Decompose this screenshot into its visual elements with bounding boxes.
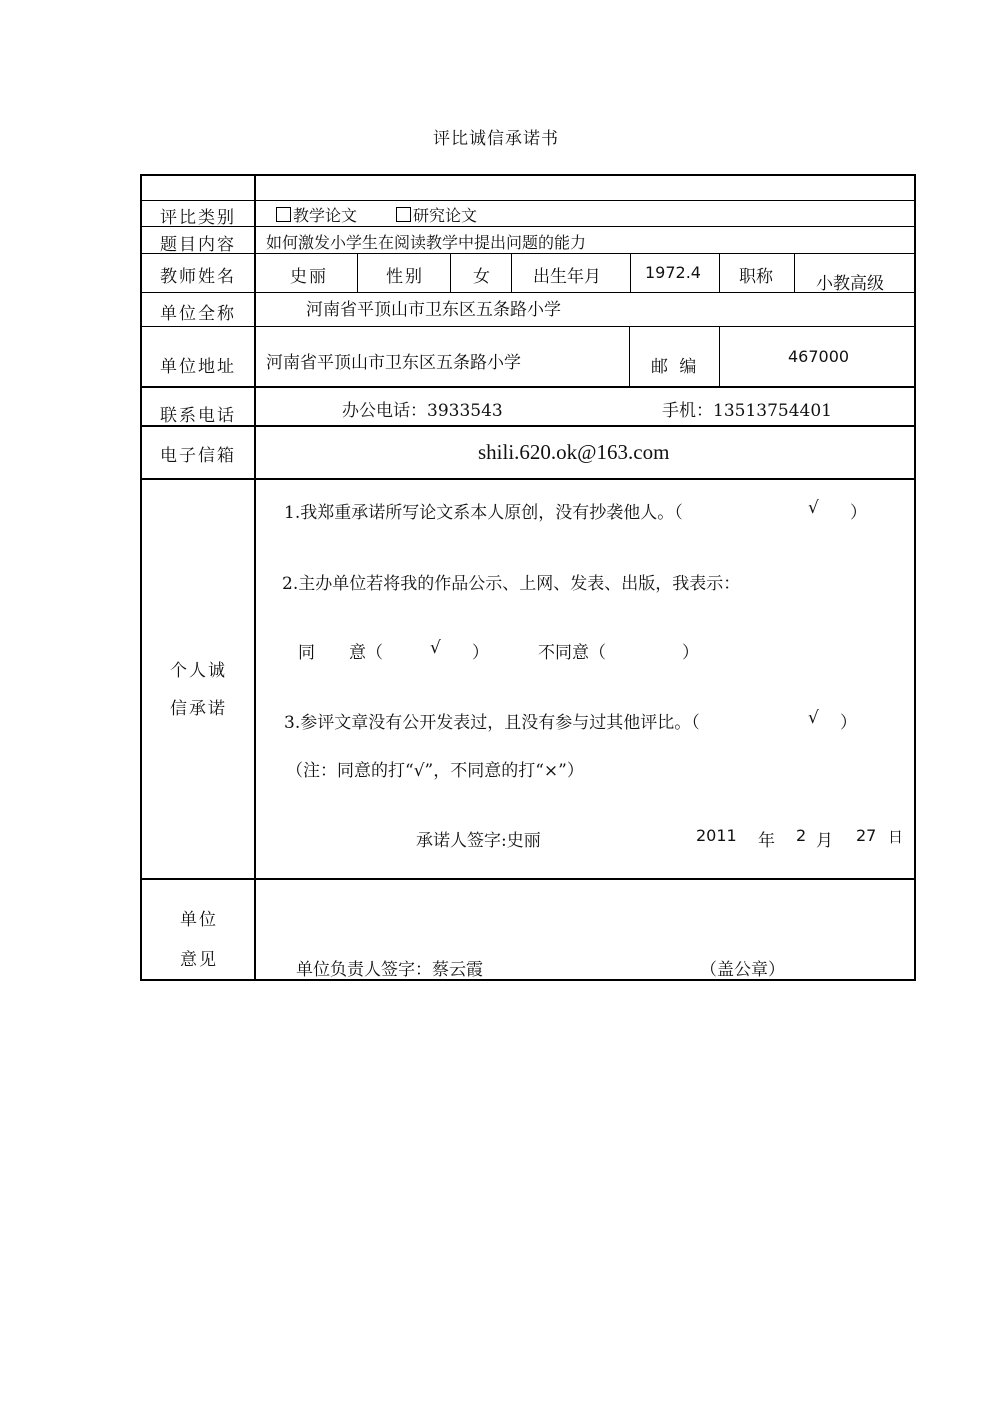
pledge-signer: 承诺人签字:史丽 bbox=[416, 831, 541, 851]
rank-value: 小教高级 bbox=[816, 274, 884, 294]
sign-year-unit: 年 bbox=[758, 831, 775, 851]
cell-divider bbox=[629, 326, 630, 387]
pledge-note: （注：同意的打“√”，不同意的打“×”） bbox=[286, 761, 584, 781]
teacher-name: 史丽 bbox=[290, 267, 328, 287]
table-border-right bbox=[914, 174, 916, 981]
opinion-label-line1: 单位 bbox=[180, 910, 218, 930]
birth-label: 出生年月 bbox=[533, 267, 601, 287]
mobile-phone: 手机：13513754401 bbox=[662, 401, 832, 421]
row-line bbox=[140, 386, 916, 388]
row-line bbox=[140, 878, 916, 880]
pledge-item-1-mark: √ bbox=[808, 498, 819, 518]
unit-value: 河南省平顶山市卫东区五条路小学 bbox=[306, 300, 561, 320]
agree-end: ） bbox=[472, 643, 489, 663]
birth-value: 1972.4 bbox=[645, 263, 701, 282]
sign-day: 27 bbox=[856, 826, 877, 845]
cell-divider bbox=[719, 326, 720, 387]
table-border-bottom bbox=[140, 979, 916, 981]
category-label: 评比类别 bbox=[160, 208, 236, 228]
sign-day-unit: 日 bbox=[888, 828, 904, 846]
cell-divider bbox=[357, 253, 358, 292]
zip-label: 邮 编 bbox=[651, 357, 700, 377]
category-option-label: 教学论文 bbox=[293, 206, 358, 225]
cell-divider bbox=[794, 253, 795, 292]
pledge-item-1-end: ） bbox=[850, 503, 867, 523]
category-option-label: 研究论文 bbox=[413, 206, 478, 225]
zip-value: 467000 bbox=[788, 347, 850, 366]
sign-month: 2 bbox=[796, 826, 807, 845]
row-line bbox=[140, 326, 916, 327]
email-value: shili.620.ok@163.com bbox=[478, 440, 670, 464]
pledge-item-3-mark: √ bbox=[808, 708, 819, 728]
topic-value: 如何激发小学生在阅读教学中提出问题的能力 bbox=[266, 233, 587, 252]
cell-divider bbox=[719, 253, 720, 292]
topic-label: 题目内容 bbox=[160, 235, 236, 255]
address-value: 河南省平顶山市卫东区五条路小学 bbox=[266, 353, 521, 373]
category-option-research[interactable] bbox=[396, 203, 477, 226]
gender-label: 性别 bbox=[386, 267, 424, 287]
cell-divider bbox=[511, 253, 512, 292]
sign-year: 2011 bbox=[696, 826, 737, 845]
sign-month-unit: 月 bbox=[816, 831, 833, 851]
pledge-label-line1: 个人诚 bbox=[170, 661, 227, 681]
checkbox-icon[interactable] bbox=[396, 207, 411, 222]
teacher-name-label: 教师姓名 bbox=[160, 267, 236, 287]
unit-label: 单位全称 bbox=[160, 304, 236, 324]
pledge-label-line2: 信承诺 bbox=[170, 699, 227, 719]
table-border-left bbox=[140, 174, 142, 981]
address-label: 单位地址 bbox=[160, 357, 236, 377]
row-line bbox=[140, 292, 916, 293]
pledge-item-3-end: ） bbox=[840, 713, 857, 733]
agree-label: 同 意（ bbox=[298, 643, 383, 663]
opinion-label-line2: 意见 bbox=[180, 950, 218, 970]
cell-divider bbox=[630, 253, 631, 292]
gender-value: 女 bbox=[473, 267, 490, 287]
office-phone: 办公电话：3933543 bbox=[342, 401, 503, 421]
opinion-signer: 单位负责人签字：蔡云霞 bbox=[296, 960, 483, 980]
pledge-item-1: 1.我郑重承诺所写论文系本人原创，没有抄袭他人。（ bbox=[284, 503, 683, 523]
phone-label: 联系电话 bbox=[160, 406, 236, 426]
row-line bbox=[140, 425, 916, 427]
agree-mark: √ bbox=[430, 638, 441, 658]
row-line bbox=[140, 200, 916, 201]
rank-label: 职称 bbox=[739, 267, 773, 287]
email-label: 电子信箱 bbox=[160, 446, 236, 466]
pledge-item-3: 3.参评文章没有公开发表过，且没有参与过其他评比。（ bbox=[284, 713, 700, 733]
row-line bbox=[140, 226, 916, 227]
opinion-seal: （盖公章） bbox=[700, 960, 785, 980]
table-border-top bbox=[140, 174, 916, 176]
label-column-divider bbox=[254, 174, 256, 981]
disagree-label: 不同意（ bbox=[538, 643, 606, 663]
row-line bbox=[140, 253, 916, 254]
row-line bbox=[140, 478, 916, 480]
category-option-paper[interactable] bbox=[276, 203, 357, 226]
disagree-end: ） bbox=[682, 643, 699, 663]
document-title: 评比诚信承诺书 bbox=[433, 129, 559, 149]
checkbox-icon[interactable] bbox=[276, 207, 291, 222]
pledge-item-2: 2.主办单位若将我的作品公示、上网、发表、出版，我表示： bbox=[282, 574, 741, 594]
cell-divider bbox=[450, 253, 451, 292]
